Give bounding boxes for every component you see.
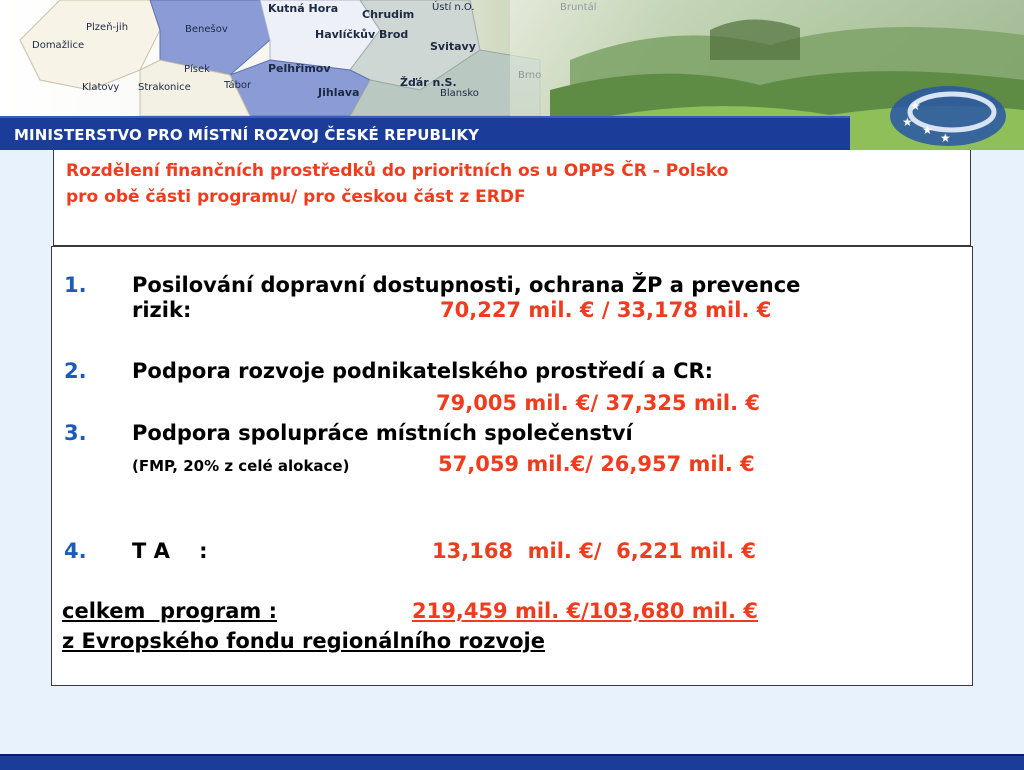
map-town-label: Ústí n.O.: [432, 2, 475, 13]
map-town-label: Blansko: [440, 88, 479, 99]
title-line-1: Rozdělení finančních prostředků do prioritních os u OPPS ČR - Polsko: [66, 161, 729, 181]
svg-text:★: ★: [902, 115, 913, 129]
map-town-label: Strakonice: [138, 82, 191, 93]
item-note: (FMP, 20% z celé alokace): [132, 457, 350, 475]
map-town-label: Písek: [184, 64, 210, 75]
map-town-label: Tábor: [224, 80, 252, 91]
item-amount: 57,059 mil.€/ 26,957 mil. €: [438, 452, 755, 476]
item-label: T A :: [132, 539, 208, 563]
map-town-label: Jihlava: [318, 86, 360, 99]
map-town-label: Kutná Hora: [268, 2, 339, 15]
map-town-label: Svitavy: [430, 40, 476, 53]
total-note: z Evropského fondu regionálního rozvoje: [62, 629, 545, 653]
ministry-name: MINISTERSTVO PRO MÍSTNÍ ROZVOJ ČESKÉ REPUBLIKY: [14, 126, 480, 144]
total-label: celkem program :: [62, 599, 278, 623]
item-amount: 70,227 mil. € / 33,178 mil. €: [440, 298, 772, 322]
header-banner: [0, 0, 1024, 150]
ministry-bar: [0, 116, 850, 150]
eu-stars-logo: [880, 72, 1020, 150]
title-line-2: pro obě části programu/ pro českou část z ERDF: [66, 187, 526, 207]
item-number: 3.: [64, 421, 87, 445]
item-amount: 79,005 mil. €/ 37,325 mil. €: [436, 391, 761, 415]
svg-text:★: ★: [922, 123, 933, 137]
map-town-label: Pelhřimov: [268, 62, 331, 75]
item-label: Posilování dopravní dostupnosti, ochrana ŽP a prevence: [132, 273, 801, 297]
title-box: [53, 150, 971, 246]
item-number: 1.: [64, 273, 87, 297]
svg-text:★: ★: [910, 99, 921, 113]
map-town-label: Klatovy: [82, 82, 120, 93]
content-box: [51, 246, 973, 686]
item-amount: 13,168 mil. €/ 6,221 mil. €: [432, 539, 757, 563]
map-town-label: Žďár n.S.: [400, 76, 457, 89]
item-number: 4.: [64, 539, 87, 563]
map-town-label: Domažlice: [32, 40, 85, 51]
item-number: 2.: [64, 359, 87, 383]
map-town-label: Chrudim: [362, 8, 415, 21]
item-label: Podpora rozvoje podnikatelského prostředí a CR:: [132, 359, 714, 383]
map-town-label: Havlíčkův Brod: [315, 28, 409, 41]
map-town-label: Benešov: [185, 24, 228, 35]
item-label: Podpora spolupráce místních společenství: [132, 421, 633, 445]
slide-title: [66, 158, 961, 210]
svg-text:★: ★: [940, 131, 951, 145]
map-town-label: Plzeň-jih: [86, 22, 129, 33]
total-amount: 219,459 mil. €/103,680 mil. €: [412, 599, 758, 623]
item-label-continued: rizik:: [132, 298, 192, 322]
